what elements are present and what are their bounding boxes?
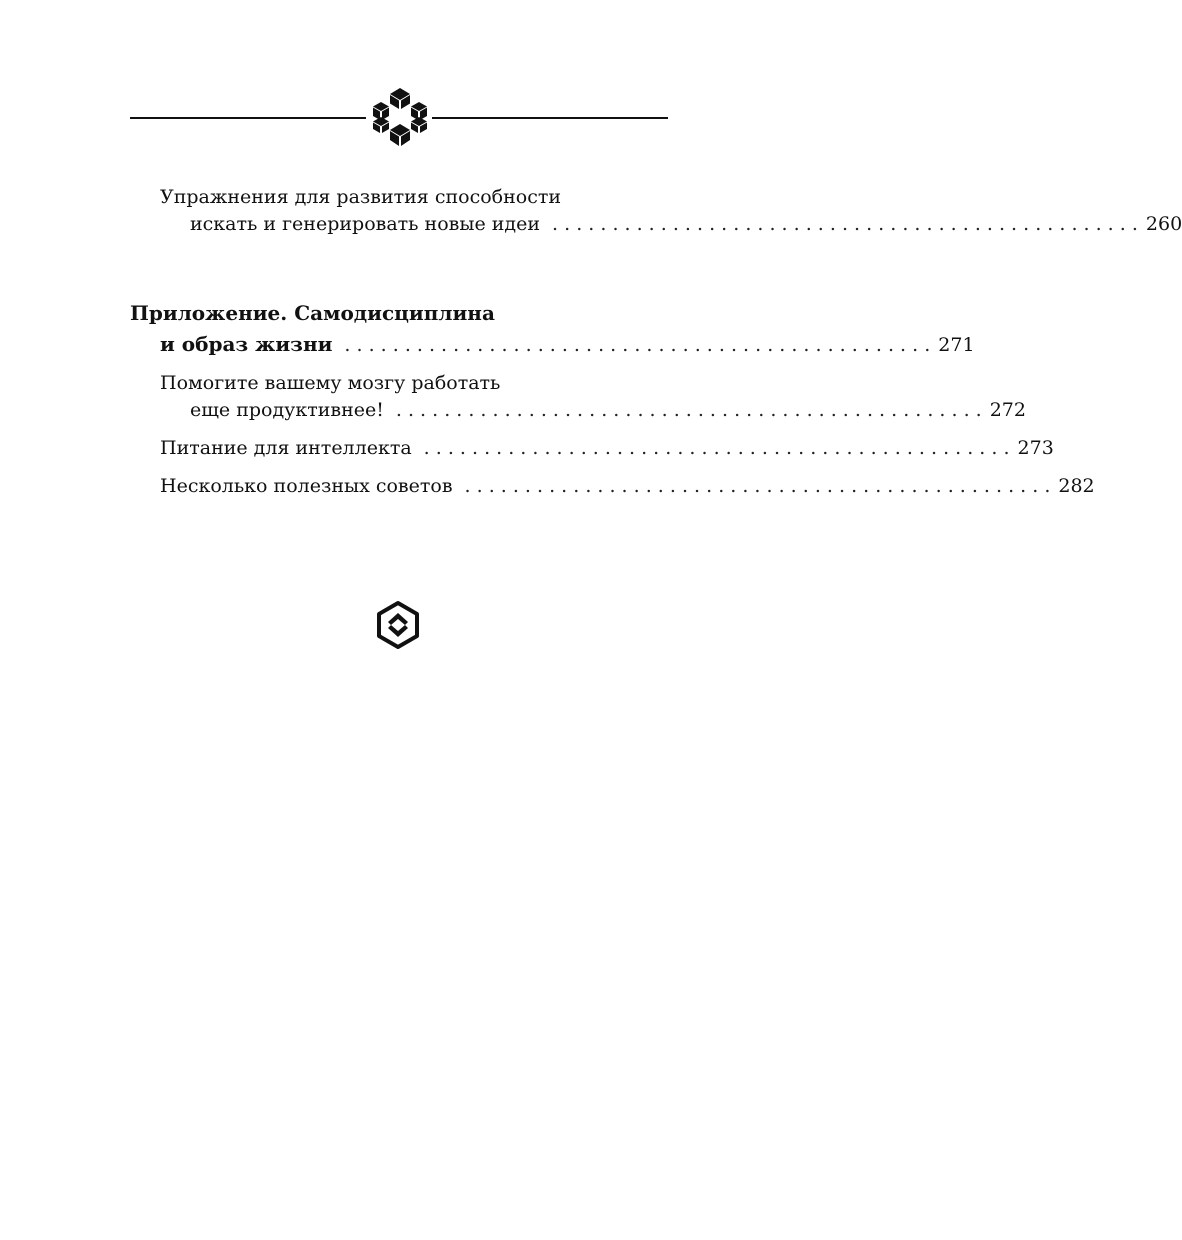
toc-entry[interactable] bbox=[130, 370, 1026, 424]
header-rule-right bbox=[432, 117, 668, 119]
toc-entry-title-line1: Упражнения для развития способности bbox=[160, 186, 562, 208]
page-header-ornament bbox=[130, 86, 668, 148]
entry-spacer bbox=[130, 424, 668, 435]
header-rule-left bbox=[130, 117, 366, 119]
toc-leader-dots: . . . . . . . . . . . . . . . . . . . . . . . . . . . . . . . . . . . . . . . . . . . . . . . . . bbox=[344, 334, 931, 356]
toc-entry-row bbox=[130, 473, 1095, 500]
toc-entry[interactable] bbox=[130, 435, 1054, 462]
toc-page-number: 273 bbox=[1017, 437, 1054, 459]
toc-page-number: 282 bbox=[1058, 475, 1095, 497]
toc-entry-title: Питание для интеллекта bbox=[160, 437, 412, 459]
toc-page-number: 271 bbox=[938, 334, 975, 356]
toc-entry-title: Несколько полезных советов bbox=[160, 475, 453, 497]
toc-page-number: 260 bbox=[1145, 213, 1182, 235]
toc-entry[interactable] bbox=[130, 473, 1095, 500]
toc-section-title-line2-row bbox=[130, 329, 975, 360]
hexagon-cube-cluster-icon bbox=[372, 86, 428, 148]
toc-entry-title-line2: еще продуктивнее! bbox=[190, 399, 384, 421]
toc-section-title-line2: и образ жизни bbox=[160, 332, 333, 356]
toc-entry-row bbox=[130, 435, 1054, 462]
toc-entry-title-line2-row bbox=[130, 211, 1182, 238]
toc-leader-dots: . . . . . . . . . . . . . . . . . . . . . . . . . . . . . . . . . . . . . . . . . . . . . . . . . bbox=[395, 399, 982, 421]
toc-entry-section[interactable] bbox=[130, 298, 975, 360]
entry-spacer bbox=[130, 462, 668, 473]
toc-leader-dots: . . . . . . . . . . . . . . . . . . . . . . . . . . . . . . . . . . . . . . . . . . . . . . . . . bbox=[464, 475, 1051, 497]
table-of-contents bbox=[130, 184, 1182, 500]
toc-section-title-line1: Приложение. Самодисциплина bbox=[130, 301, 495, 325]
toc-entry-title-line1: Помогите вашему мозгу работать bbox=[160, 372, 501, 394]
toc-leader-dots: . . . . . . . . . . . . . . . . . . . . . . . . . . . . . . . . . . . . . . . . . . . . . . . . . bbox=[423, 437, 1010, 459]
toc-page-number: 272 bbox=[989, 399, 1026, 421]
hexagon-diamond-icon bbox=[375, 600, 421, 650]
toc-leader-dots: . . . . . . . . . . . . . . . . . . . . . . . . . . . . . . . . . . . . . . . . . . . . . . . . . bbox=[552, 213, 1138, 235]
toc-entry-title-line2-row bbox=[130, 397, 1026, 424]
toc-entry-title-line2: искать и генерировать новые идеи bbox=[190, 213, 541, 235]
toc-entry[interactable] bbox=[130, 184, 1182, 238]
section-spacer bbox=[130, 238, 668, 298]
entry-spacer bbox=[130, 360, 668, 370]
